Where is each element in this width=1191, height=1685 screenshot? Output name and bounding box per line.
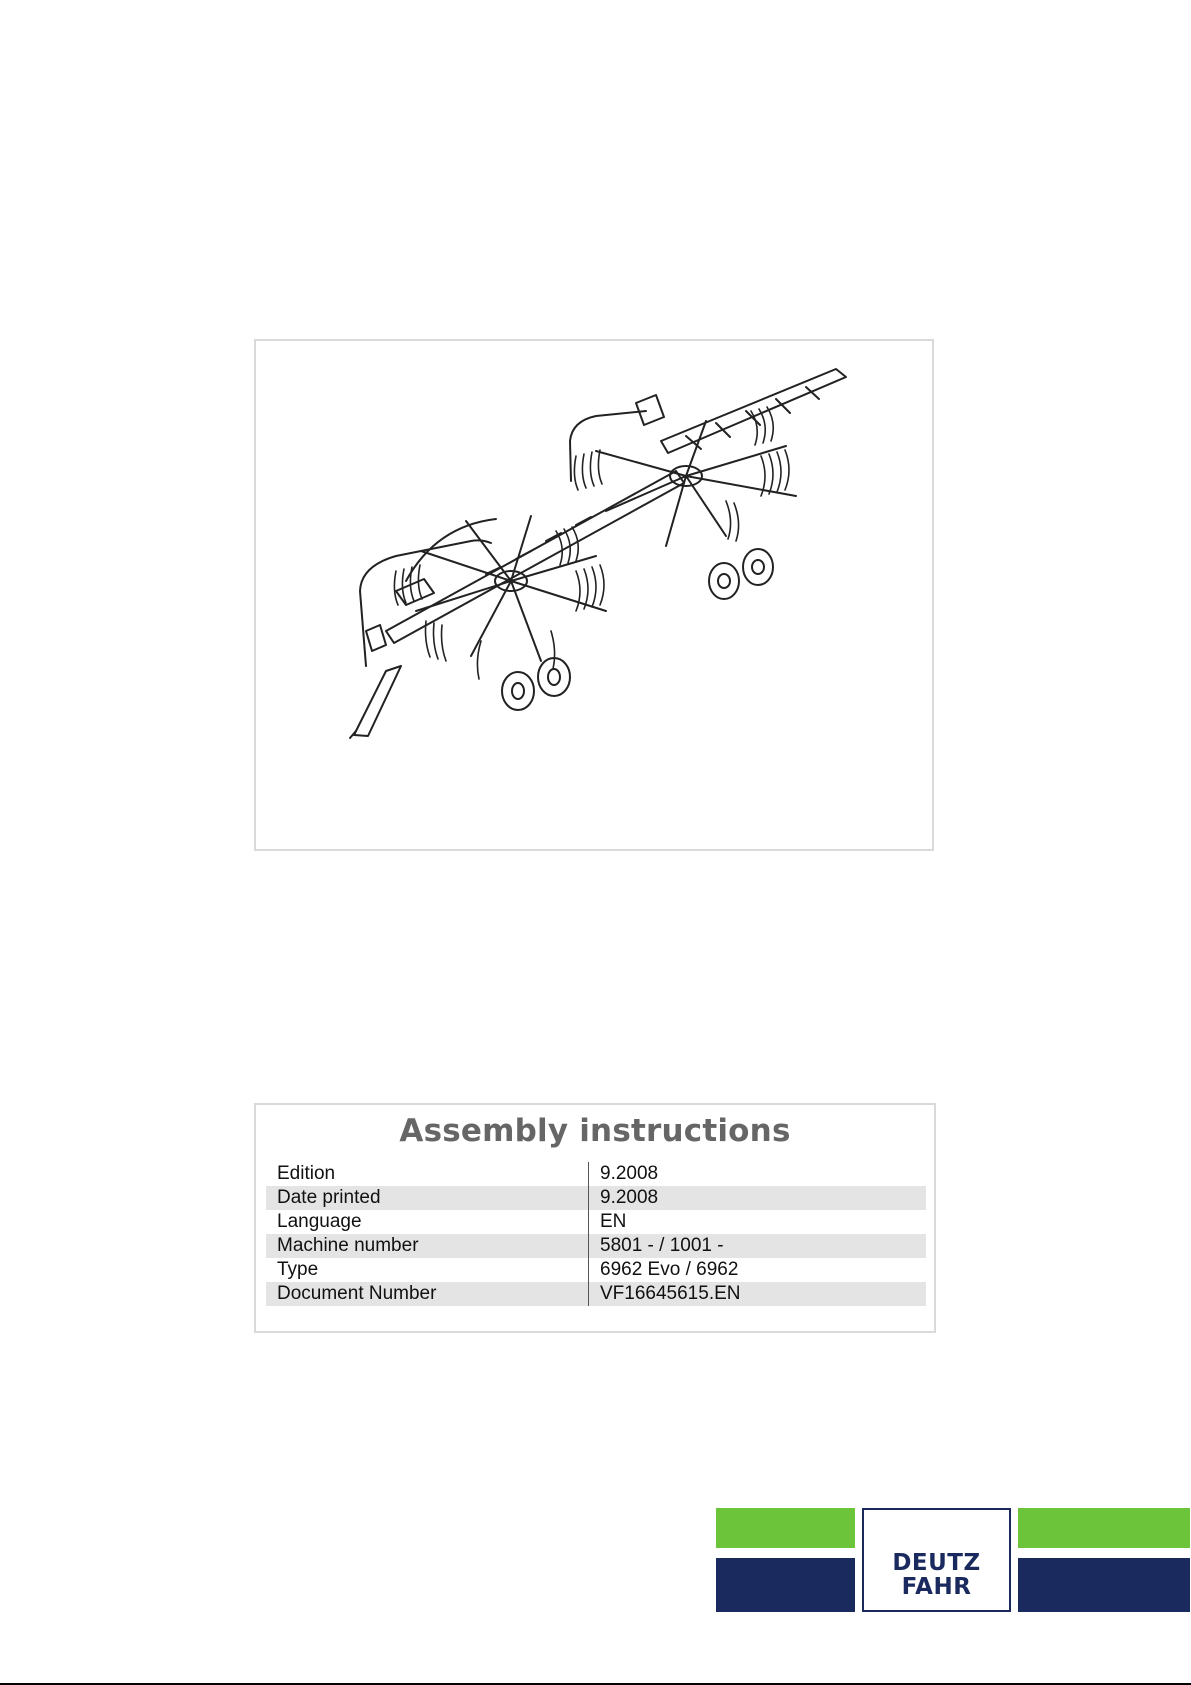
details-row-type xyxy=(266,1258,926,1282)
logo-navy-bar-right xyxy=(1018,1558,1190,1612)
logo-word-deutz: DEUTZ xyxy=(892,1550,981,1576)
details-value: 5801 - / 1001 - xyxy=(600,1235,724,1256)
document-info-box xyxy=(254,1103,936,1333)
logo-navy-bar-left xyxy=(716,1558,855,1612)
details-row-language xyxy=(266,1210,926,1234)
logo-wordmark-box xyxy=(862,1508,1011,1612)
details-row-edition xyxy=(266,1162,926,1186)
details-label: Type xyxy=(266,1258,589,1282)
deutz-fahr-logo xyxy=(716,1508,1190,1612)
details-label: Document Number xyxy=(266,1282,589,1306)
details-label: Language xyxy=(266,1210,589,1234)
details-value: 9.2008 xyxy=(600,1163,659,1184)
machine-illustration-frame xyxy=(254,339,934,851)
document-title: Assembly instructions xyxy=(399,1113,791,1149)
details-row-document-number xyxy=(266,1282,926,1306)
logo-green-bar-right xyxy=(1018,1508,1190,1548)
details-row-machine-number xyxy=(266,1234,926,1258)
details-value: VF16645615.EN xyxy=(600,1283,741,1304)
details-value: 6962 Evo / 6962 xyxy=(600,1259,739,1280)
details-label: Machine number xyxy=(266,1234,589,1258)
details-value: EN xyxy=(600,1211,627,1232)
twin-rotor-rake-drawing-icon xyxy=(256,341,932,849)
logo-green-bar-left xyxy=(716,1508,855,1548)
document-details-table xyxy=(266,1162,926,1306)
details-label: Date printed xyxy=(266,1186,589,1210)
logo-word-fahr: FAHR xyxy=(901,1574,972,1600)
details-value: 9.2008 xyxy=(600,1187,659,1208)
details-label: Edition xyxy=(266,1162,589,1186)
details-row-date-printed xyxy=(266,1186,926,1210)
